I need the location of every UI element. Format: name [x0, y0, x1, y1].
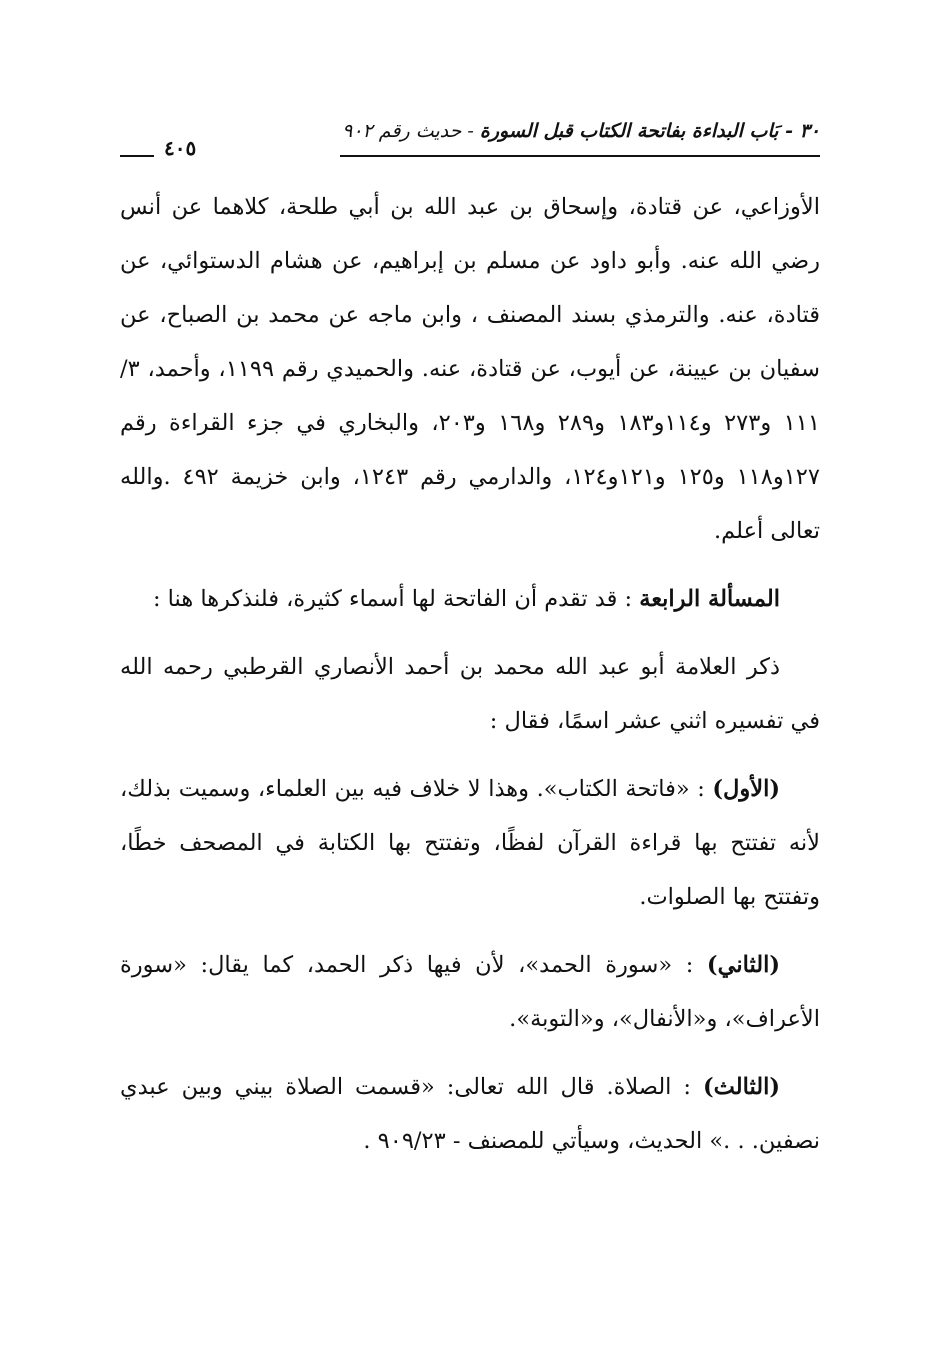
third-name-text: : الصلاة. قال الله تعالى: «قسمت الصلاة بيني وبين عبدي نصفين. . .» الحديث، وسيأتي للمصنف - ٩٠٩/٢٣ . [120, 1074, 820, 1154]
header-title [342, 120, 820, 142]
page-number: ٤٠٥ [164, 136, 197, 160]
running-header [120, 120, 820, 164]
paragraph-first-name [120, 762, 820, 924]
third-name-label: (الثالث) [703, 1074, 780, 1100]
paragraph-second-name [120, 938, 820, 1046]
paragraph-takhrij: الأوزاعي، عن قتادة، وإسحاق بن عبد الله بن أبي طلحة، كلاهما عن أنس رضي الله عنه. وأبو داود عن مسلم بن إبراهيم، عن هشام الدستوائي، عن قتادة، عنه. والترمذي بسند المصنف ، وابن ماجه عن محمد بن الصباح، عن سفيان بن عيينة، عن أيوب، عن قتادة، عنه. والحميدي رقم ١١٩٩، وأحمد، ٣/ ١١١ و٢٧٣ و١١٤و١٨٣ و٢٨٩ و١٦٨ و٢٠٣، والبخاري في جزء القراءة رقم ١٢٧و١١٨ و١٢٥ و١٢١و١٢٤، والدارمي رقم ١٢٤٣، وابن خزيمة ٤٩٢ .والله تعالى أعلم. [120, 194, 820, 544]
header-rule [340, 155, 820, 157]
paragraph-third-name [120, 1060, 820, 1168]
paragraph-fourth-issue [120, 572, 820, 626]
first-name-text: : «فاتحة الكتاب». وهذا لا خلاف فيه بين العلماء، وسميت بذلك، لأنه تفتتح بها قراءة القرآن لفظًا، وتفتتح بها الكتابة في المصحف خطًا، وتفتتح بها الصلوات. [120, 776, 820, 910]
header-rule-short [120, 155, 154, 157]
body-text [120, 180, 820, 1168]
hadith-reference: - حديث رقم ٩٠٢ [342, 120, 480, 142]
fourth-issue-label: المسألة الرابعة [639, 586, 780, 612]
second-name-text: : «سورة الحمد»، لأن فيها ذكر الحمد، كما يقال: «سورة الأعراف»، و«الأنفال»، و«التوبة». [120, 952, 820, 1032]
first-name-label: (الأول) [712, 776, 780, 802]
second-name-label: (الثاني) [706, 952, 780, 978]
fourth-issue-text: : قد تقدم أن الفاتحة لها أسماء كثيرة، فلنذكرها هنا : [152, 586, 633, 612]
paragraph-qurtubi: ذكر العلامة أبو عبد الله محمد بن أحمد الأنصاري القرطبي رحمه الله في تفسيره اثني عشر اسمًا، فقال : [120, 654, 820, 734]
chapter-title: ٣٠ - بَاب البداءة بفاتحة الكتاب قبل السورة [479, 120, 820, 142]
